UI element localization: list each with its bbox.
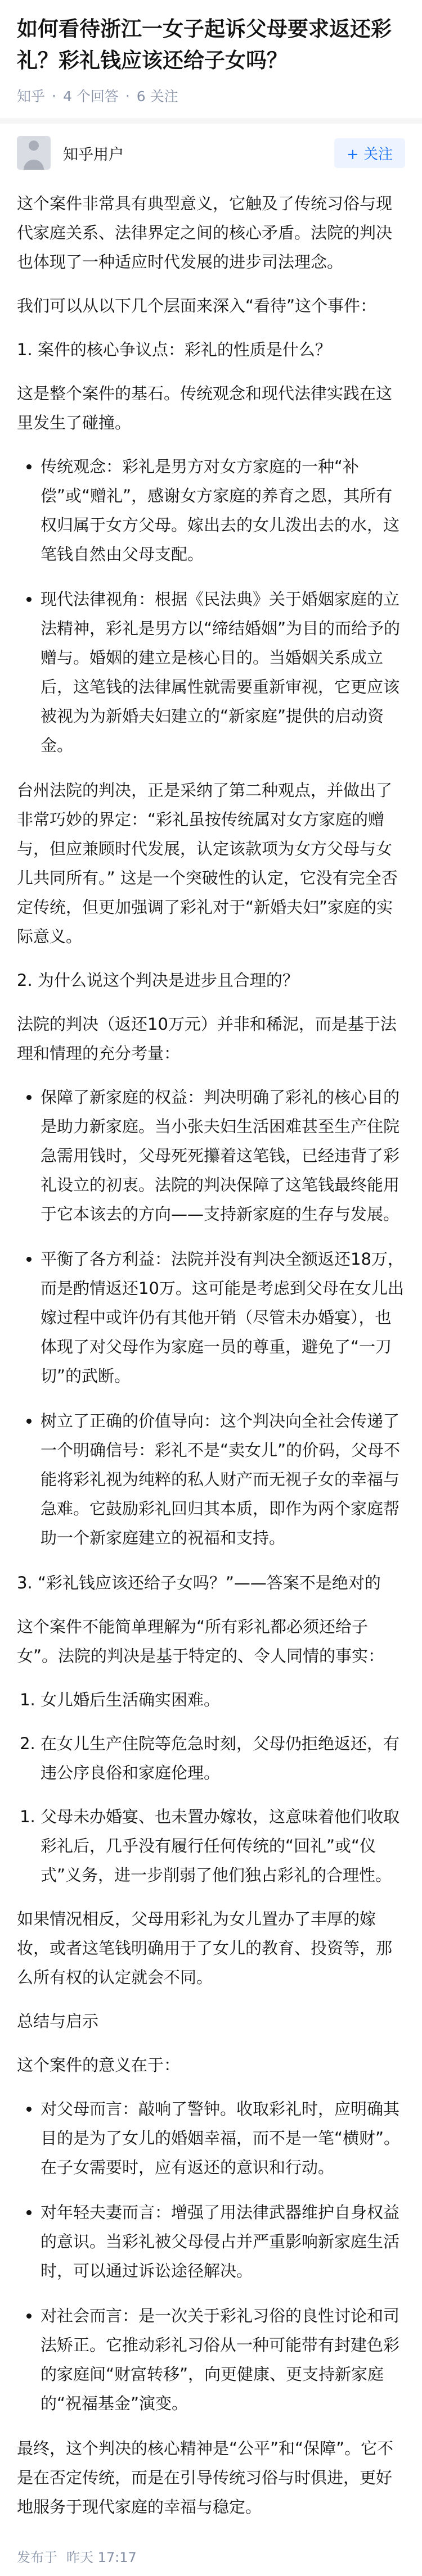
list-item: • 现代法律视角：根据《民法典》关于婚姻家庭的立法精神，彩礼是男方以“缔结婚姻”为目的而给予的赠与。婚姻的建立是核心目的。当婚姻关系成立后，这笔钱的法律属性就需要重新审视，它更应该被视为为新婚夫妇建立的“新家庭”提供的启动资金。 <box>41 585 405 760</box>
list-item: • 树立了正确的价值导向：这个判决向全社会传递了一个明确信号：彩礼不是“卖女儿”的价码，父母不能将彩礼视为纯粹的私人财产而无视子女的幸福与急难。它鼓励彩礼回归其本质，即作为两个家庭帮助一个新家庭建立的祝福和支持。 <box>41 1406 405 1552</box>
paragraph: 最终，这个判决的核心精神是“公平”和“保障”。它不是在否定传统，而是在引导传统习俗与时俱进，更好地服务于现代家庭的幸福与稳定。 <box>17 2439 394 2516</box>
list-item: 1. 父母未办婚宴、也未置办嫁妆，这意味着他们收取彩礼后，几乎没有履行任何传统的“回礼”或“仪式”义务，进一步削弱了他们独占彩礼的合理性。 <box>41 1802 405 1890</box>
list-item: • 对社会而言：是一次关于彩礼习俗的良性讨论和司法矫正。它推动彩礼习俗从一种可能带有封建色彩的家庭间“财富转移”，向更健康、更支持新家庭的“祝福基金”演变。 <box>41 2301 405 2418</box>
section-heading: 1. 案件的核心争议点：彩礼的性质是什么？ <box>17 340 331 359</box>
paragraph: 这个案件不能简单理解为“所有彩礼都必须还给子女”。法院的判决是基于特定的、令人同情的事实： <box>17 1617 385 1665</box>
list-item: • 对父母而言：敲响了警钟。收取彩礼时，应明确其目的是为了女儿的婚姻幸福，而不是一笔“横财”。在子女需要时，应有返还的意识和行动。 <box>41 2094 405 2182</box>
answer-count[interactable]: 4 个回答 <box>62 88 119 105</box>
question-header <box>0 0 422 106</box>
site-name[interactable]: 知乎 <box>17 88 46 105</box>
numbered-list <box>17 1729 405 1787</box>
bullet-list <box>17 2094 405 2418</box>
follow-button[interactable]: + 关注 <box>334 138 405 168</box>
list-item: • 平衡了各方利益：法院并没有判决全额返还18万，而是酌情返还10万。这可能是考虑到父母在女儿出嫁过程中或许仍有其他开销（尽管未办婚宴），也体现了对父母作为家庭一员的尊重，避免了“一刀切”的武断。 <box>41 1244 405 1391</box>
list-item: • 传统观念：彩礼是男方对女方家庭的一种“补偿”或“赠礼”，感谢女方家庭的养育之恩，其所有权归属于女方父母。嫁出去的女儿泼出去的水，这笔钱自然由父母支配。 <box>41 452 405 569</box>
paragraph: 如果情况相反，父母用彩礼为女儿置办了丰厚的嫁妆，或者这笔钱明确用于了女儿的教育、投资等，那么所有权的认定就会不同。 <box>17 1909 393 1987</box>
numbered-list <box>17 1685 405 1714</box>
paragraph: 法院的判决（返还10万元）并非和稀泥，而是基于法理和情理的充分考量： <box>17 1015 397 1063</box>
section-heading: 3. “彩礼钱应该还给子女吗？”——答案不是绝对的 <box>17 1573 381 1592</box>
meta-separator: · <box>52 87 56 104</box>
published-time: 昨天 17:17 <box>66 2550 137 2565</box>
bullet-list <box>17 452 405 760</box>
author-row <box>0 124 422 170</box>
list-item: • 保障了新家庭的权益：判决明确了彩礼的核心目的是助力新家庭。当小张夫妇生活困难甚至生产住院急需用钱时，父母死死攥着这笔钱，已经违背了彩礼设立的初衷。法院的判决保障了这笔钱最终能用于它本该去的方向——支持新家庭的生存与发展。 <box>41 1083 405 1229</box>
section-heading: 总结与启示 <box>17 2012 99 2031</box>
answer-footer <box>0 2536 422 2576</box>
bullet-list <box>17 1083 405 1552</box>
question-title[interactable]: 如何看待浙江一女子起诉父母要求返还彩礼？彩礼钱应该还给子女吗？ <box>17 17 392 73</box>
list-item: 1. 女儿婚后生活确实困难。 <box>41 1685 405 1714</box>
avatar-placeholder-icon <box>29 141 39 151</box>
list-item: 2. 在女儿生产住院等危急时刻，父母仍拒绝返还，有违公序良俗和家庭伦理。 <box>41 1729 405 1787</box>
follow-count: 6 关注 <box>136 88 178 105</box>
answer-content <box>0 170 422 2521</box>
author-name[interactable]: 知乎用户 <box>63 146 124 164</box>
paragraph: 这个案件的意义在于： <box>17 2056 181 2075</box>
meta-separator: · <box>125 87 130 104</box>
numbered-list <box>17 1802 405 1890</box>
section-heading: 2. 为什么说这个判决是进步且合理的？ <box>17 971 299 990</box>
avatar[interactable] <box>17 136 51 170</box>
list-item: • 对年轻夫妻而言：增强了用法律武器维护自身权益的意识。当彩礼被父母侵占并严重影响新家庭生活时，可以通过诉讼途径解决。 <box>41 2198 405 2285</box>
paragraph: 这个案件非常具有典型意义，它触及了传统习俗与现代家庭关系、法律界定之间的核心矛盾。法院的判决也体现了一种适应时代发展的进步司法理念。 <box>17 194 393 271</box>
paragraph: 这是整个案件的基石。传统观念和现代法律实践在这里发生了碰撞。 <box>17 384 393 432</box>
published-label: 发布于 <box>17 2550 57 2565</box>
question-meta <box>17 85 405 106</box>
avatar-placeholder-body <box>24 160 44 170</box>
section-divider <box>0 118 422 124</box>
paragraph: 台州法院的判决，正是采纳了第二种观点，并做出了非常巧妙的界定：“彩礼虽按传统属对女方家庭的赠与，但应兼顾时代发展，认定该款项为女方父母与女儿共同所有。” 这是一个突破性的认定，它没有完全否定传统，但更加强调了彩礼对于“新婚夫妇”家庭的实际意义。 <box>17 781 398 946</box>
paragraph: 我们可以从以下几个层面来深入“看待”这个事件： <box>17 296 377 315</box>
